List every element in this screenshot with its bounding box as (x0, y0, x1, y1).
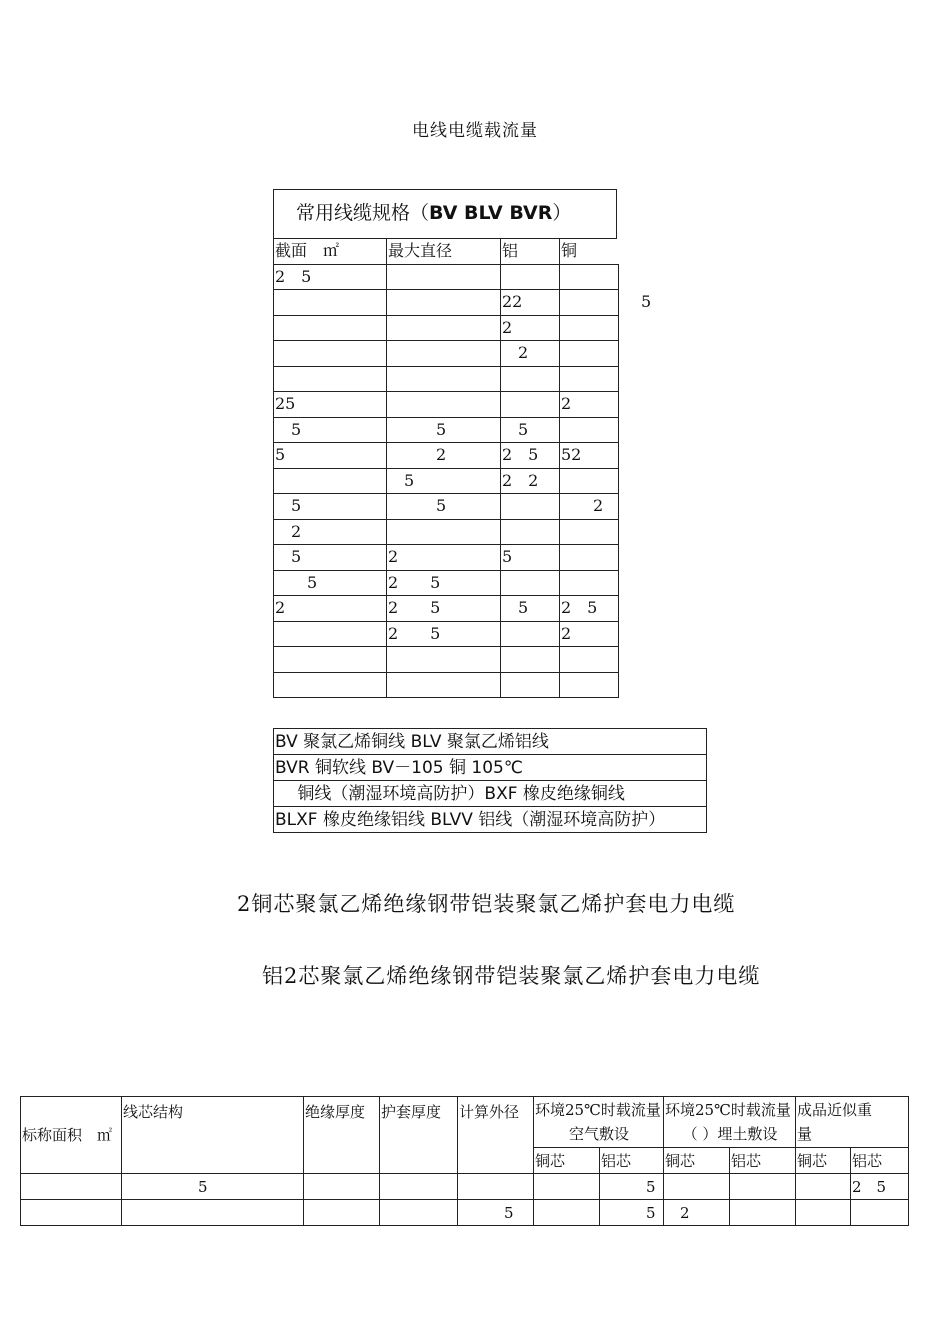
cable-weight-bottom: 量 (797, 1125, 813, 1143)
cable-row (21, 1174, 909, 1200)
spec-cell: 5 (274, 443, 387, 469)
spec-heading-suffix: ） (552, 202, 572, 224)
spec-cell: 2 5 (387, 621, 501, 647)
legend-line-3: 铜线（潮湿环境高防护）BXF 橡皮绝缘铜线 (274, 781, 707, 807)
spec-cell (274, 366, 387, 392)
spec-cell (387, 264, 501, 290)
cable-header-row-1 (21, 1097, 909, 1148)
spec-cell (387, 519, 501, 545)
cable-cell: 2 5 (851, 1174, 909, 1200)
spec-cell (560, 519, 619, 545)
cable-table (20, 1096, 909, 1226)
cable-weight-top: 成品近似重 (797, 1101, 873, 1119)
spec-cell: 5 (274, 494, 387, 520)
cable-ground-aluminium: 铝芯 (730, 1148, 796, 1174)
cable-cell: 5 (600, 1200, 664, 1226)
cable-ground-top: 环境25℃时载流量 (665, 1101, 791, 1119)
spec-cell: 2 (501, 315, 560, 341)
spec-row (274, 341, 619, 367)
spec-cell: 2 (274, 519, 387, 545)
spec-cell: 5 (387, 468, 501, 494)
spec-row (274, 596, 619, 622)
cable-ground-bottom: （ ）埋土敷设 (682, 1125, 778, 1143)
spec-heading-models: BV BLV BVR (429, 202, 553, 224)
spec-cell: 2 (501, 341, 560, 367)
spec-cell (560, 570, 619, 596)
cable-air-top: 环境25℃时载流量 (535, 1101, 661, 1119)
cable-weight-aluminium: 铝芯 (851, 1148, 909, 1174)
spec-cell (387, 341, 501, 367)
spec-row (274, 315, 619, 341)
cable-cell (21, 1200, 122, 1226)
cable-cell (730, 1174, 796, 1200)
spec-cell (387, 315, 501, 341)
cable-air-aluminium: 铝芯 (600, 1148, 664, 1174)
spec-cell (274, 341, 387, 367)
spec-table (273, 239, 652, 698)
spec-cell (501, 621, 560, 647)
cable-col-weight (796, 1097, 909, 1148)
spec-cell (501, 672, 560, 698)
spec-cell: 2 (387, 545, 501, 571)
cable-ground-copper: 铜芯 (664, 1148, 730, 1174)
spec-cell (501, 647, 560, 673)
spec-cell (560, 264, 619, 290)
spec-cell: 25 (274, 392, 387, 418)
spec-cell (501, 264, 560, 290)
cable-cell (380, 1174, 458, 1200)
page-title: 电线电缆载流量 (412, 121, 538, 141)
section-title-aluminium: 铝2芯聚氯乙烯绝缘钢带铠装聚氯乙烯护套电力电缆 (262, 964, 761, 988)
cable-col-area: 标称面积 ㎡ (21, 1097, 122, 1174)
spec-cell (560, 647, 619, 673)
spec-row (274, 392, 619, 418)
spec-row (274, 290, 619, 316)
spec-cell: 2 5 (501, 443, 560, 469)
spec-cell: 2 (560, 392, 619, 418)
spec-cell (387, 672, 501, 698)
spec-cell (560, 341, 619, 367)
spec-cell (560, 366, 619, 392)
cable-col-sheath: 护套厚度 (380, 1097, 458, 1174)
spec-row (274, 519, 619, 545)
spec-row (274, 443, 619, 469)
spec-cell: 22 (501, 290, 560, 316)
spec-row (274, 417, 619, 443)
spec-cell: 2 2 (501, 468, 560, 494)
cable-cell (534, 1174, 600, 1200)
cable-cell (21, 1174, 122, 1200)
spec-cell: 5 (387, 417, 501, 443)
spec-cell (501, 366, 560, 392)
spec-row (274, 468, 619, 494)
cable-cell (304, 1200, 380, 1226)
spec-cell: 2 (560, 621, 619, 647)
cable-cell: 2 (664, 1200, 730, 1226)
cable-cell (304, 1174, 380, 1200)
spec-cell (274, 468, 387, 494)
cable-cell (458, 1174, 534, 1200)
spec-cell (274, 647, 387, 673)
cable-weight-copper: 铜芯 (796, 1148, 851, 1174)
spec-cell (387, 290, 501, 316)
cable-col-ground (664, 1097, 796, 1148)
spec-col-area: 截面 ㎡ (274, 239, 387, 264)
cable-col-core: 线芯结构 (122, 1097, 304, 1174)
spec-cell (274, 315, 387, 341)
spec-cell: 5 (501, 596, 560, 622)
cable-cell (534, 1200, 600, 1226)
legend-table (273, 728, 707, 833)
spec-cell (387, 366, 501, 392)
cable-cell (664, 1174, 730, 1200)
cable-cell: 5 (458, 1200, 534, 1226)
spec-cell (501, 519, 560, 545)
spec-cell: 5 (274, 545, 387, 571)
cable-air-copper: 铜芯 (534, 1148, 600, 1174)
spec-row (274, 647, 619, 673)
spec-cell: 52 (560, 443, 619, 469)
spec-cell (501, 494, 560, 520)
spec-row (274, 366, 619, 392)
spec-cell (274, 290, 387, 316)
spec-cell (387, 392, 501, 418)
spec-cell: 2 5 (274, 264, 387, 290)
section-title-copper: 2铜芯聚氯乙烯绝缘钢带铠装聚氯乙烯护套电力电缆 (237, 892, 736, 916)
cable-cell (730, 1200, 796, 1226)
spec-cell (560, 468, 619, 494)
cable-col-diameter: 计算外径 (458, 1097, 534, 1174)
spec-cell: 5 (560, 290, 619, 316)
spec-cell: 2 (274, 596, 387, 622)
spec-row (274, 672, 619, 698)
spec-cell (560, 672, 619, 698)
spec-cell (387, 647, 501, 673)
spec-row (274, 570, 619, 596)
spec-cell (501, 392, 560, 418)
spec-cell (560, 545, 619, 571)
spec-col-copper: 铜 (561, 241, 578, 261)
spec-col-diameter: 最大直径 (387, 239, 501, 264)
legend-line-2: BVR 铜软线 BV－105 铜 105℃ (274, 755, 707, 781)
spec-cell (274, 672, 387, 698)
cable-cell (796, 1200, 851, 1226)
spec-cell: 2 5 (560, 596, 619, 622)
spec-cell: 2 5 (387, 570, 501, 596)
cable-cell (380, 1200, 458, 1226)
spec-row (274, 494, 619, 520)
spec-cell (501, 570, 560, 596)
spec-header-row (274, 239, 619, 264)
spec-cell (560, 417, 619, 443)
cable-cell (851, 1200, 909, 1226)
legend-line-4: BLXF 橡皮绝缘铝线 BLVV 铝线（潮湿环境高防护） (274, 807, 707, 833)
spec-cell: 5 (274, 417, 387, 443)
spec-cell: 5 (274, 570, 387, 596)
spec-cell: 5 (501, 417, 560, 443)
cable-air-bottom: 空气敷设 (568, 1125, 629, 1143)
spec-cell: 5 (501, 545, 560, 571)
cable-cell (122, 1200, 304, 1226)
spec-cell (274, 621, 387, 647)
cable-cell: 5 (122, 1174, 304, 1200)
spec-cell: 2 (387, 443, 501, 469)
spec-heading-prefix: 常用线缆规格（ (296, 202, 430, 224)
cable-col-insulation: 绝缘厚度 (304, 1097, 380, 1174)
spec-cell: 2 5 (387, 596, 501, 622)
spec-row (274, 545, 619, 571)
cable-cell: 5 (600, 1174, 664, 1200)
legend-line-1: BV 聚氯乙烯铜线 BLV 聚氯乙烯铝线 (274, 729, 707, 755)
spec-cell (560, 315, 619, 341)
spec-col-aluminium: 铝 (501, 239, 560, 264)
spec-cell: 2 (560, 494, 619, 520)
spec-table-heading (273, 189, 617, 239)
spec-row (274, 264, 619, 290)
cable-col-air (534, 1097, 664, 1148)
spec-cell: 5 (387, 494, 501, 520)
cable-row (21, 1200, 909, 1226)
cable-cell (796, 1174, 851, 1200)
spec-row (274, 621, 619, 647)
